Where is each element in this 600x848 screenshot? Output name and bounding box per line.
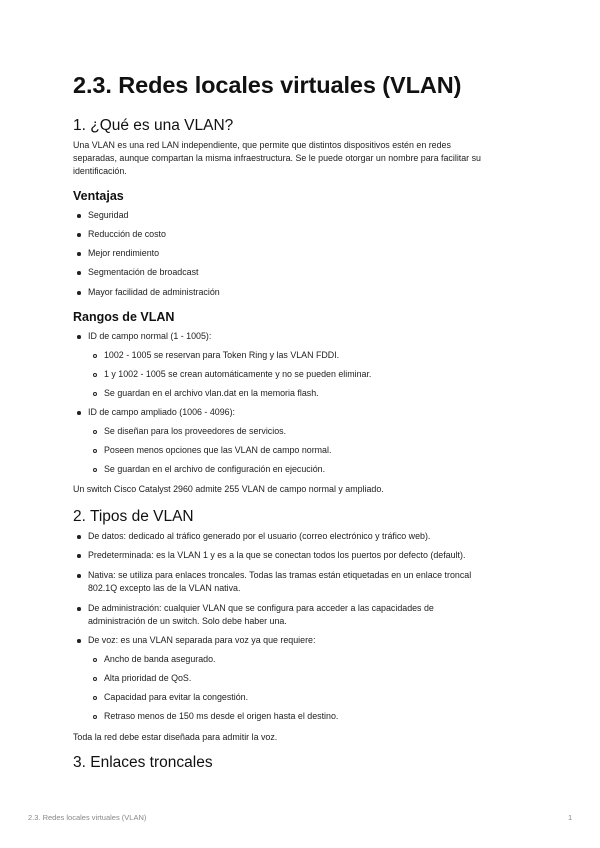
sub-list-item: Se guardan en el archivo de configuración en ejecución.: [73, 463, 533, 476]
subheading-rangos: Rangos de VLAN: [73, 310, 175, 324]
section-heading-what-is-vlan: 1. ¿Qué es una VLAN?: [73, 117, 234, 134]
circle-bullet-icon: [93, 354, 97, 358]
circle-bullet-icon: [93, 696, 97, 700]
sub-list-item: Poseen menos opciones que las VLAN de campo normal.: [73, 444, 533, 457]
list-item: Mejor rendimiento: [73, 247, 533, 260]
circle-bullet-icon: [93, 430, 97, 434]
sub-list-item: Ancho de banda asegurado.: [73, 653, 533, 666]
sub-list-item: Se diseñan para los proveedores de servicios.: [73, 425, 533, 438]
voz-note: Toda la red debe estar diseñada para admitir la voz.: [73, 732, 278, 742]
sub-list-item: Capacidad para evitar la congestión.: [73, 691, 533, 704]
list-item: [73, 569, 533, 595]
bullet-icon: [77, 574, 81, 578]
sub-list-item: Alta prioridad de QoS.: [73, 672, 533, 685]
circle-bullet-icon: [93, 658, 97, 662]
switch-note: Un switch Cisco Catalyst 2960 admite 255 VLAN de campo normal y ampliado.: [73, 484, 384, 494]
circle-bullet-icon: [93, 468, 97, 472]
list-item: Predeterminada: es la VLAN 1 y es a la que se conectan todos los puertos por defecto (default).: [73, 549, 533, 562]
list-item: De datos: dedicado al tráfico generado por el usuario (correo electrónico y tráfico web).: [73, 530, 533, 543]
bullet-icon: [77, 554, 81, 558]
list-item: ID de campo ampliado (1006 - 4096):: [73, 406, 533, 419]
bullet-icon: [77, 214, 81, 218]
list-item-line: 802.1Q excepto las de la VLAN nativa.: [88, 583, 241, 593]
bullet-icon: [77, 335, 81, 339]
bullet-icon: [77, 535, 81, 539]
section-heading-tipos: 2. Tipos de VLAN: [73, 508, 194, 525]
footer-doc-title: 2.3. Redes locales virtuales (VLAN): [28, 813, 147, 822]
circle-bullet-icon: [93, 677, 97, 681]
list-item: De voz: es una VLAN separada para voz ya que requiere:: [73, 634, 533, 647]
page-title: 2.3. Redes locales virtuales (VLAN): [73, 72, 462, 98]
intro-line: Una VLAN es una red LAN independiente, que permite que distintos dispositivos estén en redes: [73, 140, 451, 150]
bullet-icon: [77, 252, 81, 256]
list-item: Reducción de costo: [73, 228, 533, 241]
subheading-ventajas: Ventajas: [73, 189, 124, 203]
bullet-icon: [77, 411, 81, 415]
list-item: [73, 602, 533, 628]
list-item: Segmentación de broadcast: [73, 266, 533, 279]
list-item-line: administración de un switch. Solo debe haber una.: [88, 616, 287, 626]
section-heading-enlaces: 3. Enlaces troncales: [73, 754, 213, 771]
list-item: ID de campo normal (1 - 1005):: [73, 330, 533, 343]
bullet-icon: [77, 607, 81, 611]
sub-list-item: 1 y 1002 - 1005 se crean automáticamente y no se pueden eliminar.: [73, 368, 533, 381]
circle-bullet-icon: [93, 373, 97, 377]
bullet-icon: [77, 271, 81, 275]
sub-list-item: 1002 - 1005 se reservan para Token Ring y las VLAN FDDI.: [73, 349, 533, 362]
sub-list-item: Se guardan en el archivo vlan.dat en la memoria flash.: [73, 387, 533, 400]
circle-bullet-icon: [93, 392, 97, 396]
list-item: Mayor facilidad de administración: [73, 286, 533, 299]
intro-paragraph: [73, 139, 481, 178]
list-item-line: Nativa: se utiliza para enlaces troncales. Todas las tramas están etiquetadas en un enlace troncal: [88, 570, 472, 580]
list-item: Seguridad: [73, 209, 533, 222]
intro-line: separadas, aunque compartan la misma infraestructura. Se le puede otorgar un nombre para facilitar su: [73, 153, 481, 163]
list-item-line: De administración: cualquier VLAN que se configura para acceder a las capacidades de: [88, 603, 434, 613]
bullet-icon: [77, 233, 81, 237]
bullet-icon: [77, 639, 81, 643]
footer-page-number: 1: [568, 813, 573, 822]
circle-bullet-icon: [93, 449, 97, 453]
circle-bullet-icon: [93, 715, 97, 719]
sub-list-item: Retraso menos de 150 ms desde el origen hasta el destino.: [73, 710, 533, 723]
bullet-icon: [77, 291, 81, 295]
intro-line: identificación.: [73, 166, 127, 176]
